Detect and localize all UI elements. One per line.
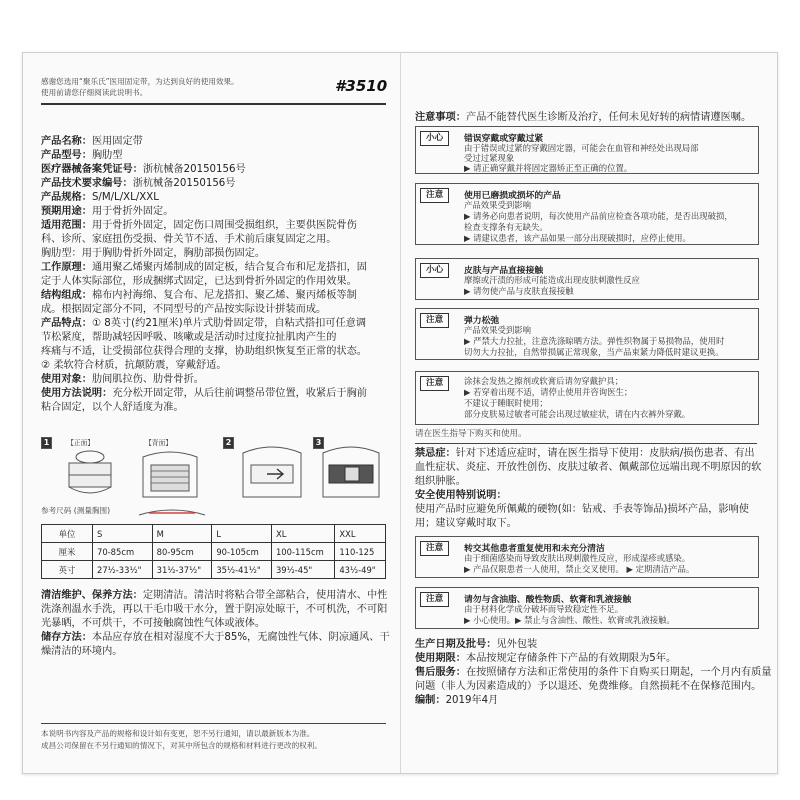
safety-line: 用；建议穿戴时取下。: [415, 518, 517, 529]
principle-line: 定于人体实际部位，形成捆绑式固定，已达到骨折外固定的作用效果。: [41, 276, 357, 287]
size-table: [41, 524, 386, 579]
intro-line-1: 感谢您选用“聚乐氏”医用固定带，为达到良好的使用效果。: [41, 77, 239, 86]
footer-line-1: 本说明书内容及产品的规格和设计如有变更，恕不另行通知，请以最新版本为准。: [41, 729, 315, 738]
figure-label: 【背面】: [145, 439, 173, 447]
size-cell: 英寸: [42, 561, 93, 579]
warning-box: [415, 126, 759, 174]
chest-measure-illustration: [137, 505, 207, 519]
size-cell: 31½-37½": [152, 561, 212, 579]
figure-number: 2: [223, 437, 234, 449]
section-rule: [415, 443, 757, 444]
warning-line: 由于细菌感染而导致皮肤出现刺激性反应，形成湿疹或感染。: [464, 553, 691, 563]
notice-tag: 注意: [420, 541, 449, 556]
scope-line: 适用范围：用于骨折外固定，固定伤口周围受损组织，主要供医院骨伤: [41, 220, 357, 231]
warning-line: ▶ 请建议患者，该产品如果一部分出现破损时，应停止使用。: [464, 233, 691, 243]
size-cell: M: [152, 525, 212, 543]
safety-title: 安全使用特别说明：: [415, 490, 507, 501]
warning-line: 摩擦或汗渍的形成可能造成出现皮肤刺激性反应: [464, 275, 640, 285]
after-sales-line: 售后服务：在按照储存方法和正常使用的条件下自购买日期起，一个月内有质量: [415, 667, 772, 678]
size-cell: S: [93, 525, 153, 543]
usage-target: 使用对象：肋间肌拉伤、肋骨骨折。: [41, 374, 204, 385]
size-cell: 100-115cm: [271, 543, 334, 561]
clean-line: 光暴晒，不可烘干，不可接触腐蚀性气体或液体。: [41, 618, 266, 629]
step2-illustration: [237, 443, 307, 501]
warning-line: ▶ 若穿着出现不适，请停止使用并咨询医生；: [464, 387, 633, 397]
size-cell: 70-85cm: [93, 543, 153, 561]
warning-title: 转交其他患者重复使用和未充分清洁: [464, 544, 605, 554]
warning-line: 部分皮肤易过敏者可能会出现过敏症状，请在内衣裤外穿戴。: [464, 409, 691, 419]
warning-line: ▶ 严禁大力拉扯，注意洗涤晾晒方法。弹性织物属于易损物品，使用时: [464, 336, 725, 346]
figure-number: 3: [313, 437, 324, 449]
size-cell: XL: [271, 525, 334, 543]
warning-line: ▶ 小心使用。▶ 禁止与含油性、酸性、软膏或乳液接触。: [464, 615, 675, 625]
warning-line: ▶ 产品仅限患者一人使用，禁止交叉使用。 ▶ 定期清洁产品。: [464, 564, 695, 574]
warning-box: [415, 258, 759, 300]
production-date: 生产日期及批号：见外包装: [415, 639, 538, 650]
registration-no: 医疗器械备案凭证号：浙杭械备20150156号: [41, 164, 246, 175]
back-view-illustration: [135, 447, 205, 503]
warning-box: [415, 587, 759, 629]
usage-figures: [41, 433, 386, 503]
after-sales-line: 问题（非人为因素造成的）予以退还、免费维修。自然损耗不在保修范围内。: [415, 681, 762, 692]
size-cell: 90-105cm: [212, 543, 272, 561]
notice-tag: 注意: [420, 592, 449, 607]
features-line: 疼痛与不适，让受损部位获得合理的支撑，协助组织恢复至正常的状态。: [41, 346, 367, 357]
warning-box: [415, 536, 759, 578]
clean-line: 清洁维护、保养方法：定期清洁。清洁时将粘合带全部粘合，使用清水、中性: [41, 590, 388, 601]
step3-illustration: [317, 443, 385, 501]
product-name: 产品名称：医用固定带: [41, 136, 143, 147]
size-cell: 单位: [42, 525, 93, 543]
size-cell: 35½-41½": [212, 561, 272, 579]
notice-tag: 注意: [420, 188, 449, 203]
size-cell: 43½-49": [335, 561, 386, 579]
size-cell: 110-125: [335, 543, 386, 561]
size-cell: 厘米: [42, 543, 93, 561]
structure-line: 结构组成：棉布内衬海绵、复合布、尼龙搭扣、聚乙烯、聚丙烯板等制: [41, 290, 357, 301]
warning-title: 弹力松弛: [464, 316, 500, 326]
contraindication-line: 血性症状、炎症、开放性创伤、皮肤过敏者、佩戴部位远端出现不明原因的软: [415, 462, 762, 473]
warning-line: 由于错误或过紧的穿戴固定器，可能会在血管和神经处出现局部: [464, 143, 699, 153]
warning-title: 错误穿戴或穿戴过紧: [464, 134, 544, 144]
product-spec: 产品规格：S/M/L/XL/XXL: [41, 192, 159, 203]
warning-line: 不建议于睡眠时使用；: [464, 398, 548, 408]
warning-line: ▶ 请勿使产品与皮肤直接接触: [464, 286, 574, 296]
warning-line: 检查支撑条有无缺失。: [464, 222, 548, 232]
warning-line: ▶ 请正确穿戴并将固定器矫正至正确的位置。: [464, 163, 633, 173]
warning-line: 产品效果受到影响: [464, 200, 531, 210]
footer-line-2: 成昌公司保留在不另行通知的情况下，对其中所包含的规格和材料进行更改的权利。: [41, 741, 322, 750]
fold-line: [400, 53, 401, 773]
warning-line: 切勿大力拉扯，自然带损属正常现象，当产品束紧力降低时建议更换。: [464, 347, 724, 357]
usage-line: 粘合固定，以个人舒适度为准。: [41, 402, 184, 413]
intro-line-2: 使用前请您仔细阅读此说明书。: [41, 88, 148, 97]
front-view-illustration: [55, 447, 125, 503]
clean-line: 洗涤剂温水手洗，再以干毛巾吸干水分，置于阴凉处晾干，不可机洗，不可阳: [41, 604, 388, 615]
table-row: [42, 561, 386, 579]
notice-tag: 注意: [420, 313, 449, 328]
notice: 注意事项：产品不能替代医生诊断及治疗，任何未见好转的病情请遵医嘱。: [415, 112, 752, 123]
warning-box: [415, 183, 759, 245]
figure-number: 1: [41, 437, 52, 449]
contraindication-line: 禁忌症：针对下述适应症时，请在医生指导下使用：皮肤病/损伤患者、有出: [415, 448, 755, 459]
contraindication-line: 组织肿胀。: [415, 476, 466, 487]
doctor-guidance: 请在医生指导下购买和使用。: [415, 429, 527, 439]
product-model: 产品型号：胸肋型: [41, 150, 123, 161]
size-cell: 27½-33½": [93, 561, 153, 579]
shelf-life: 使用期限：本品按规定存储条件下产品的有效期限为5年。: [415, 653, 677, 664]
scope-line: 科、诊所、家庭扭伤受损、骨关节不适、手术前后康复固定之用。: [41, 234, 337, 245]
header-rule: [41, 103, 386, 105]
warning-line: ▶ 请务必向患者说明，每次使用产品前应检查各项功能，是否出现破损，: [464, 211, 733, 221]
size-cell: 39½-45": [271, 561, 334, 579]
intended-use: 预期用途：用于骨折外固定。: [41, 206, 174, 217]
model-code: #3510: [335, 77, 388, 95]
size-table-header: [42, 525, 386, 543]
compiled-date: 编制：2019年4月: [415, 695, 499, 706]
caution-tag: 小心: [420, 131, 449, 146]
table-row: [42, 543, 386, 561]
principle-line: 工作原理：通用聚乙烯聚丙烯制成的固定板，结合复合布和尼龙搭扣，固: [41, 262, 367, 273]
warning-line: 涂抹会发热之擦剂或软膏后请勿穿戴护具；: [464, 376, 624, 386]
storage-line: 储存方法：本品应存放在相对湿度不大于85%，无腐蚀性气体、阴凉通风、干: [41, 632, 390, 643]
warning-title: 使用已磨损或损坏的产品: [464, 191, 561, 201]
warning-line: 由于材料化学成分破坏而导致稳定性不足。: [464, 604, 624, 614]
caution-tag: 小心: [420, 263, 449, 278]
usage-line: 使用方法说明：充分松开固定带，从后往前调整吊带位置，收紧后于胸前: [41, 388, 367, 399]
instruction-sheet: [22, 52, 778, 774]
figure-label: 【正面】: [67, 439, 95, 447]
size-cell: 80-95cm: [152, 543, 212, 561]
size-cell: L: [212, 525, 272, 543]
notice-tag: 注意: [420, 376, 449, 391]
features-line: 产品特点：① 8英寸(约21厘米)单片式肋骨固定带，自粘式搭扣可任意调: [41, 318, 367, 329]
features-line: ② 柔软符合材质，抗颠防震，穿戴舒适。: [41, 360, 227, 371]
warning-line: 产品效果受到影响: [464, 325, 531, 335]
warning-line: 受过过紧现象: [464, 153, 515, 163]
footer-rule: [41, 723, 386, 724]
warning-title: 皮肤与产品直接接触: [464, 266, 544, 276]
tech-requirement-no: 产品技术要求编号：浙杭械备20150156号: [41, 178, 236, 189]
storage-line: 燥清洁的环境内。: [41, 646, 123, 657]
size-cell: XXL: [335, 525, 386, 543]
structure-line: 成。根据固定部分不同，不同型号的产品按实际设计拼装而成。: [41, 304, 327, 315]
warning-box: [415, 308, 759, 360]
scope-line: 胸肋型：用于胸肋骨折外固定，胸肋部损伤固定。: [41, 248, 266, 259]
features-line: 节松紧度，帮助减轻因呼吸、咳嗽或是活动时过度拉扯肌肉产生的: [41, 332, 337, 343]
warning-box: [415, 371, 759, 425]
warning-title: 请勿与含油脂、酸性物质、软膏和乳液接触: [464, 595, 632, 605]
safety-line: 使用产品时应避免所佩戴的硬物(如：钻戒、手表等饰品)损坏产品，影响使: [415, 504, 749, 515]
size-ref-label: 参考尺码 (测量胸围): [41, 506, 111, 515]
